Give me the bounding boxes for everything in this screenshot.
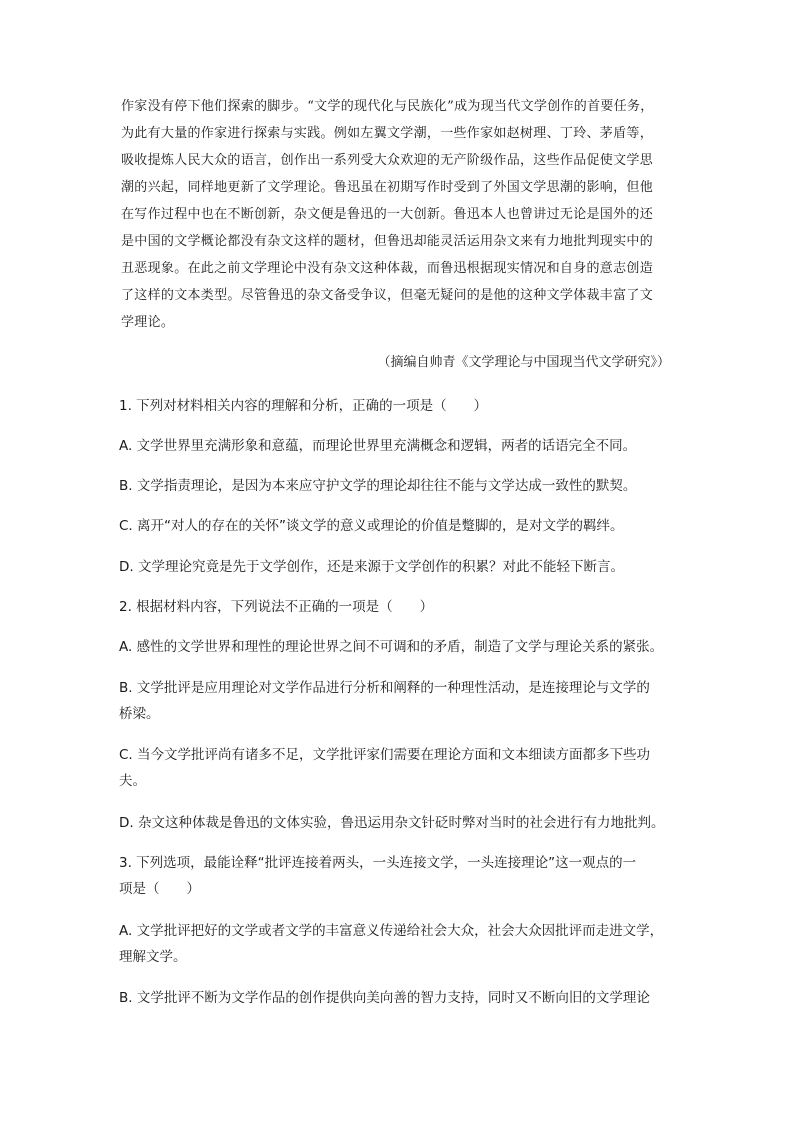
- question-2-option-c: [119, 742, 679, 794]
- question-stem-line: 2. 根据材料内容，下列说法不正确的一项是（ ）: [119, 599, 434, 615]
- option-line: A. 文学世界里充满形象和意蕴，而理论世界里充满概念和逻辑，两者的话语完全不同。: [119, 438, 637, 454]
- option-line: C. 离开“对人的存在的关怀”谈文学的意义或理论的价值是蹩脚的，是对文学的羁绊。: [119, 518, 624, 534]
- question-1-option-c: [119, 513, 679, 539]
- question-2-option-b: [119, 675, 679, 727]
- question-stem-line: 3. 下列选项，最能诠释“批评连接着两头，一头连接文学，一头连接理论”这一观点的一: [119, 855, 637, 871]
- source-citation: （摘编自帅青《文学理论与中国现当代文学研究》）: [377, 355, 670, 370]
- option-line: D. 文学理论究竟是先于文学创作，还是来源于文学创作的积累？对此不能轻下断言。: [119, 559, 624, 575]
- question-2-stem: [119, 594, 679, 620]
- option-line: B. 文学批评是应用理论对文学作品进行分析和阐释的一种理性活动，是连接理论与文学的: [119, 680, 650, 696]
- option-line: A. 感性的文学世界和理性的理论世界之间不可调和的矛盾，制造了文学与理论关系的紧张。: [119, 639, 664, 655]
- passage-line: 丑恶现象。在此之前文学理论中没有杂文这种体裁，而鲁迅根据现实情况和自身的意志创造: [121, 261, 654, 276]
- passage-line: 学理论。: [121, 315, 175, 330]
- option-line: D. 杂文这种体裁是鲁迅的文体实验，鲁迅运用杂文针砭时弊对当时的社会进行有力地批判。: [119, 815, 665, 831]
- question-stem-line: 1. 下列对材料相关内容的理解和分析，正确的一项是（ ）: [119, 398, 488, 414]
- option-line: B. 文学指责理论，是因为本来应守护文学的理论却往往不能与文学达成一致性的默契。: [119, 478, 637, 494]
- question-stem-line: 项是（ ）: [119, 881, 200, 897]
- passage-line: 潮的兴起，同样地更新了文学理论。鲁迅虽在初期写作时受到了外国文学思潮的影响，但他: [121, 180, 654, 195]
- question-3-option-b: [119, 985, 679, 1011]
- passage-line: 为此有大量的作家进行探索与实践。例如左翼文学潮，一些作家如赵树理、丁玲、茅盾等，: [121, 126, 654, 141]
- passage-line: 吸收提炼人民大众的语言，创作出一系列受大众欢迎的无产阶级作品，这些作品促使文学思: [121, 153, 654, 168]
- option-line: B. 文学批评不断为文学作品的创作提供向美向善的智力支持，同时又不断向旧的文学理论: [119, 990, 650, 1006]
- passage-line: 是中国的文学概论都没有杂文这样的题材，但鲁迅却能灵活运用杂文来有力地批判现实中的: [121, 234, 654, 249]
- passage-line: 作家没有停下他们探索的脚步。“文学的现代化与民族化”成为现当代文学创作的首要任务，: [121, 99, 654, 114]
- option-line: A. 文学批评把好的文学或者文学的丰富意义传递给社会大众，社会大众因批评而走进文学，: [119, 923, 664, 939]
- passage-text: [121, 93, 677, 336]
- option-line: 夫。: [119, 773, 146, 789]
- question-2-option-d: [119, 810, 679, 836]
- option-line: 理解文学。: [119, 949, 187, 965]
- question-1-option-b: [119, 473, 679, 499]
- passage-line: 在写作过程中也在不断创新，杂文便是鲁迅的一大创新。鲁迅本人也曾讲过无论是国外的还: [121, 207, 654, 222]
- question-1-option-a: [119, 433, 679, 459]
- question-1-stem: [119, 393, 679, 419]
- passage-line: 了这样的文本类型。尽管鲁迅的杂文备受争议，但毫无疑问的是他的这种文学体裁丰富了文: [121, 288, 654, 303]
- option-line: 桥梁。: [119, 706, 160, 722]
- question-1-option-d: [119, 554, 679, 580]
- question-2-option-a: [119, 634, 679, 660]
- question-3-stem: [119, 850, 679, 902]
- option-line: C. 当今文学批评尚有诸多不足，文学批评家们需要在理论方面和文本细读方面都多下些功: [119, 747, 651, 763]
- question-3-option-a: [119, 918, 679, 970]
